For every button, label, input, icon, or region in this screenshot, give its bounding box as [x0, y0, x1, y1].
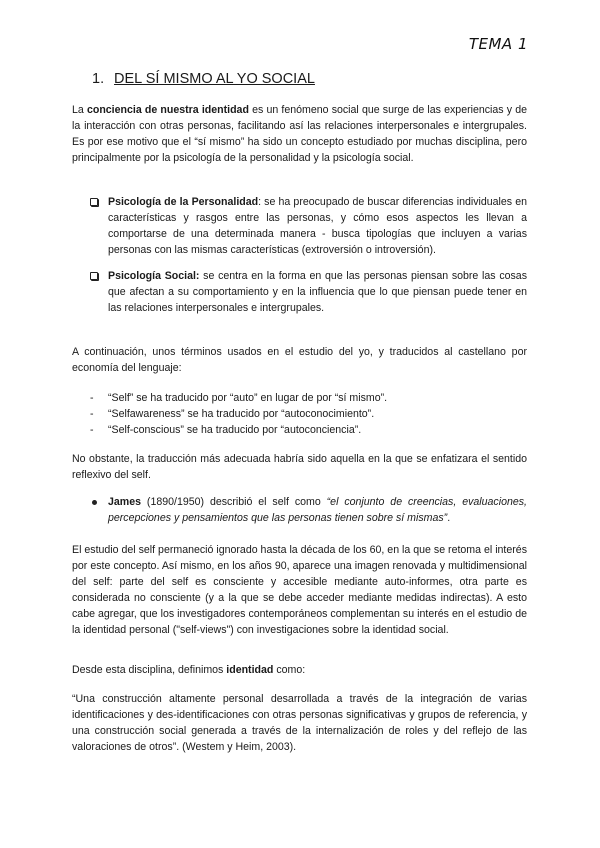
- estudio-paragraph: El estudio del self permaneció ignorado hasta la década de los 60, en la que se retoma el interés por este concepto. Así mismo, en los años 90, aparece una imagen renovada y multidimensional del self: parte del self es consciente y accesible mediante auto-informes, otra parte es considerada no consciente (y a la que se debe acceder mediante medidas indirectas). A esto cabe agregar, que los investigadores contemporáneos complementan su interés en el estudio de la identidad personal ("self-views") con investigaciones sobre la identidad social.: [72, 544, 527, 636]
- section-number: 1.: [92, 71, 105, 87]
- james-quote: “el conjunto de creencias, evaluaciones, percepciones y pensamientos que las personas tienen sobre sí mismas”: [108, 496, 527, 524]
- term-text: “Self-conscious” se ha traducido por “autoconciencia”.: [108, 424, 362, 436]
- obstante-paragraph: No obstante, la traducción más adecuada habría sido aquella en la que se enfatizara el sentido reflexivo del self.: [72, 453, 527, 481]
- james-name: James: [108, 496, 141, 508]
- bullet-personalidad-text: : se ha preocupado de buscar diferencias individuales en características y rasgos entre las personas, y cómo esos aspectos les llevan a comportarse de una determinada manera - busca tipologías que incluyen a varias personas con las mismas características (extroversión o introversión).: [108, 196, 527, 256]
- definimos-post: como:: [273, 664, 306, 676]
- terms-list: [90, 390, 527, 438]
- cita-paragraph: “Una construcción altamente personal desarrollada a través de la integración de varias identificaciones y des-identificaciones con otras personas significativas y grupos de referencia, y una construcción social generada a través de la internalización de roles y del reflejo de las valoraciones de otros”. (Westem y Heim, 2003).: [72, 693, 527, 753]
- checkbox-bullet-icon: [90, 272, 98, 280]
- bullet-social-title: Psicología Social:: [108, 270, 200, 282]
- list-item: - “Self” se ha traducido por “auto” en lugar de por “sí mismo”.: [90, 392, 388, 404]
- checkbox-bullet-icon: [90, 198, 98, 206]
- definimos-pre: Desde esta disciplina, definimos: [72, 664, 227, 676]
- james-end: .: [447, 512, 451, 524]
- section-title: DEL SÍ MISMO AL YO SOCIAL: [114, 71, 315, 87]
- intro-bold: conciencia de nuestra identidad: [86, 104, 249, 116]
- term-text: “Selfawareness” se ha traducido por “autoconocimiento”.: [108, 408, 375, 420]
- list-item: - “Self-conscious” se ha traducido por “autoconciencia”.: [90, 424, 362, 436]
- term-text: “Self” se ha traducido por “auto” en lugar de por “sí mismo”.: [108, 392, 388, 404]
- bullet-social: [90, 268, 527, 316]
- definimos-bold: identidad: [226, 664, 274, 676]
- definimos-paragraph: [72, 662, 527, 678]
- section-heading: [92, 70, 315, 88]
- terms-intro: A continuación, unos términos usados en el estudio del yo, y traducidos al castellano por economía del lenguaje:: [72, 346, 527, 374]
- intro-paragraph: [72, 102, 527, 166]
- james-bullet: [92, 494, 527, 526]
- intro-pre: La: [72, 104, 87, 116]
- intro-post: es un fenómeno social que surge de las experiencias y de la interacción con otras personas, facilitando así las relaciones interpersonales e intergrupales. Es por ese motivo que el “sí mismo” ha sido un concepto estudiado por muchas disciplina, pero principalmente por la psicología de la personalidad y la psicología social.: [72, 104, 527, 164]
- bullet-personalidad-title: Psicología de la Personalidad: [108, 196, 259, 208]
- bullet-personalidad: [90, 194, 527, 258]
- james-mid: (1890/1950) describió el self como: [141, 496, 327, 508]
- dot-bullet-icon: [92, 500, 97, 505]
- bullet-social-text: se centra en la forma en que las personas piensan sobre las cosas que afectan a su comportamiento y en la influencia que lo que piensan puede tener en las relaciones interpersonales e intergrupales.: [108, 270, 527, 314]
- topic-label: TEMA 1: [468, 35, 528, 53]
- list-item: - “Selfawareness” se ha traducido por “autoconocimiento”.: [90, 408, 375, 420]
